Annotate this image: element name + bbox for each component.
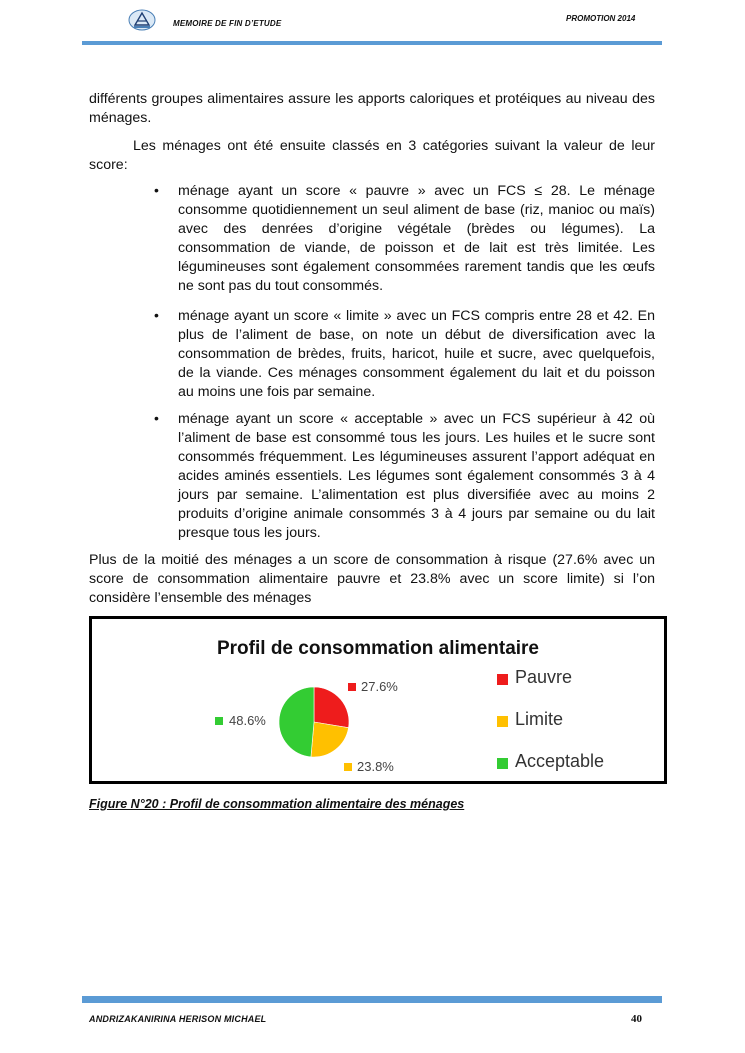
legend-swatch-acceptable [497, 758, 508, 769]
pie-slice-limite [311, 722, 349, 757]
data-label-acceptable: 48.6% [229, 713, 266, 728]
legend-swatch-pauvre [497, 674, 508, 685]
paragraph-3: Plus de la moitié des ménages a un score de consommation à risque (27.6% avec un score de consommation alimentaire pauvre et 23.8% avec un score limite) si l’on considère l’ensemble des ménages [89, 552, 655, 606]
chart-title: Profil de consommation alimentaire [216, 638, 540, 659]
list-item: ménage ayant un score « pauvre » avec un FCS ≤ 28. Le ménage consomme quotidiennement un seul aliment de base (riz, manioc ou maïs) avec des denrées d’origine végétale (brèdes ou légumes). La consommation de viande, de poisson et de lait est très limitée. Les légumineuses sont également consommées rarement tandis que les œufs ne sont pas du tout consommés. [178, 183, 655, 294]
pie-chart-frame [89, 616, 667, 784]
bullet-icon: • [154, 182, 159, 198]
bullet-icon: • [154, 307, 159, 323]
figure-caption: Figure N°20 : Profil de consommation alimentaire des ménages [89, 797, 465, 811]
school-logo-icon [128, 8, 156, 32]
data-label-pauvre: 27.6% [361, 679, 398, 694]
legend-swatch-limite [497, 716, 508, 727]
legend-label-acceptable: Acceptable [515, 751, 605, 771]
data-label-limite: 23.8% [357, 759, 394, 774]
label-square-limite [344, 763, 352, 771]
header-divider [82, 41, 662, 45]
label-square-acceptable [215, 717, 223, 725]
footer-divider [82, 996, 662, 1003]
paragraph-1: différents groupes alimentaires assure les apports caloriques et protéiques au niveau des ménages. [89, 91, 655, 126]
header-title: MEMOIRE DE FIN D’ETUDE [173, 19, 282, 28]
legend-label-pauvre: Pauvre [515, 667, 573, 687]
pie-slice-pauvre [314, 687, 349, 728]
legend-label-limite: Limite [515, 709, 564, 729]
footer-author: ANDRIZAKANIRINA HERISON MICHAEL [89, 1014, 267, 1024]
page-number: 40 [631, 1013, 642, 1025]
paragraph-2: Les ménages ont été ensuite classés en 3 catégories suivant la valeur de leur score: [89, 138, 655, 173]
label-square-pauvre [348, 683, 356, 691]
list-item: ménage ayant un score « acceptable » avec un FCS supérieur à 42 où l’aliment de base est consommé tous les jours. Les huiles et le sucre sont consommés fréquemment. Les légumineuses assurent l’apport adéquat en acides aminés essentiels. Les légumes sont également consommés 3 à 4 jours par semaine. L’alimentation est plus diversifiée avec au moins 2 produits d’origine animale consommés 3 à 4 jours par semaine ou du lait presque tous les jours. [178, 411, 655, 541]
header-promotion: PROMOTION 2014 [566, 14, 636, 23]
bullet-icon: • [154, 410, 159, 426]
pie-slice-acceptable [279, 687, 314, 757]
list-item: ménage ayant un score « limite » avec un FCS compris entre 28 et 42. En plus de l’aliment de base, on note un début de diversification avec la consommation de brèdes, fruits, haricot, huile et sucre, avec quelquefois, de la viande. Ces ménages consomment également du lait et du poisson au moins une fois par semaine. [178, 308, 655, 400]
